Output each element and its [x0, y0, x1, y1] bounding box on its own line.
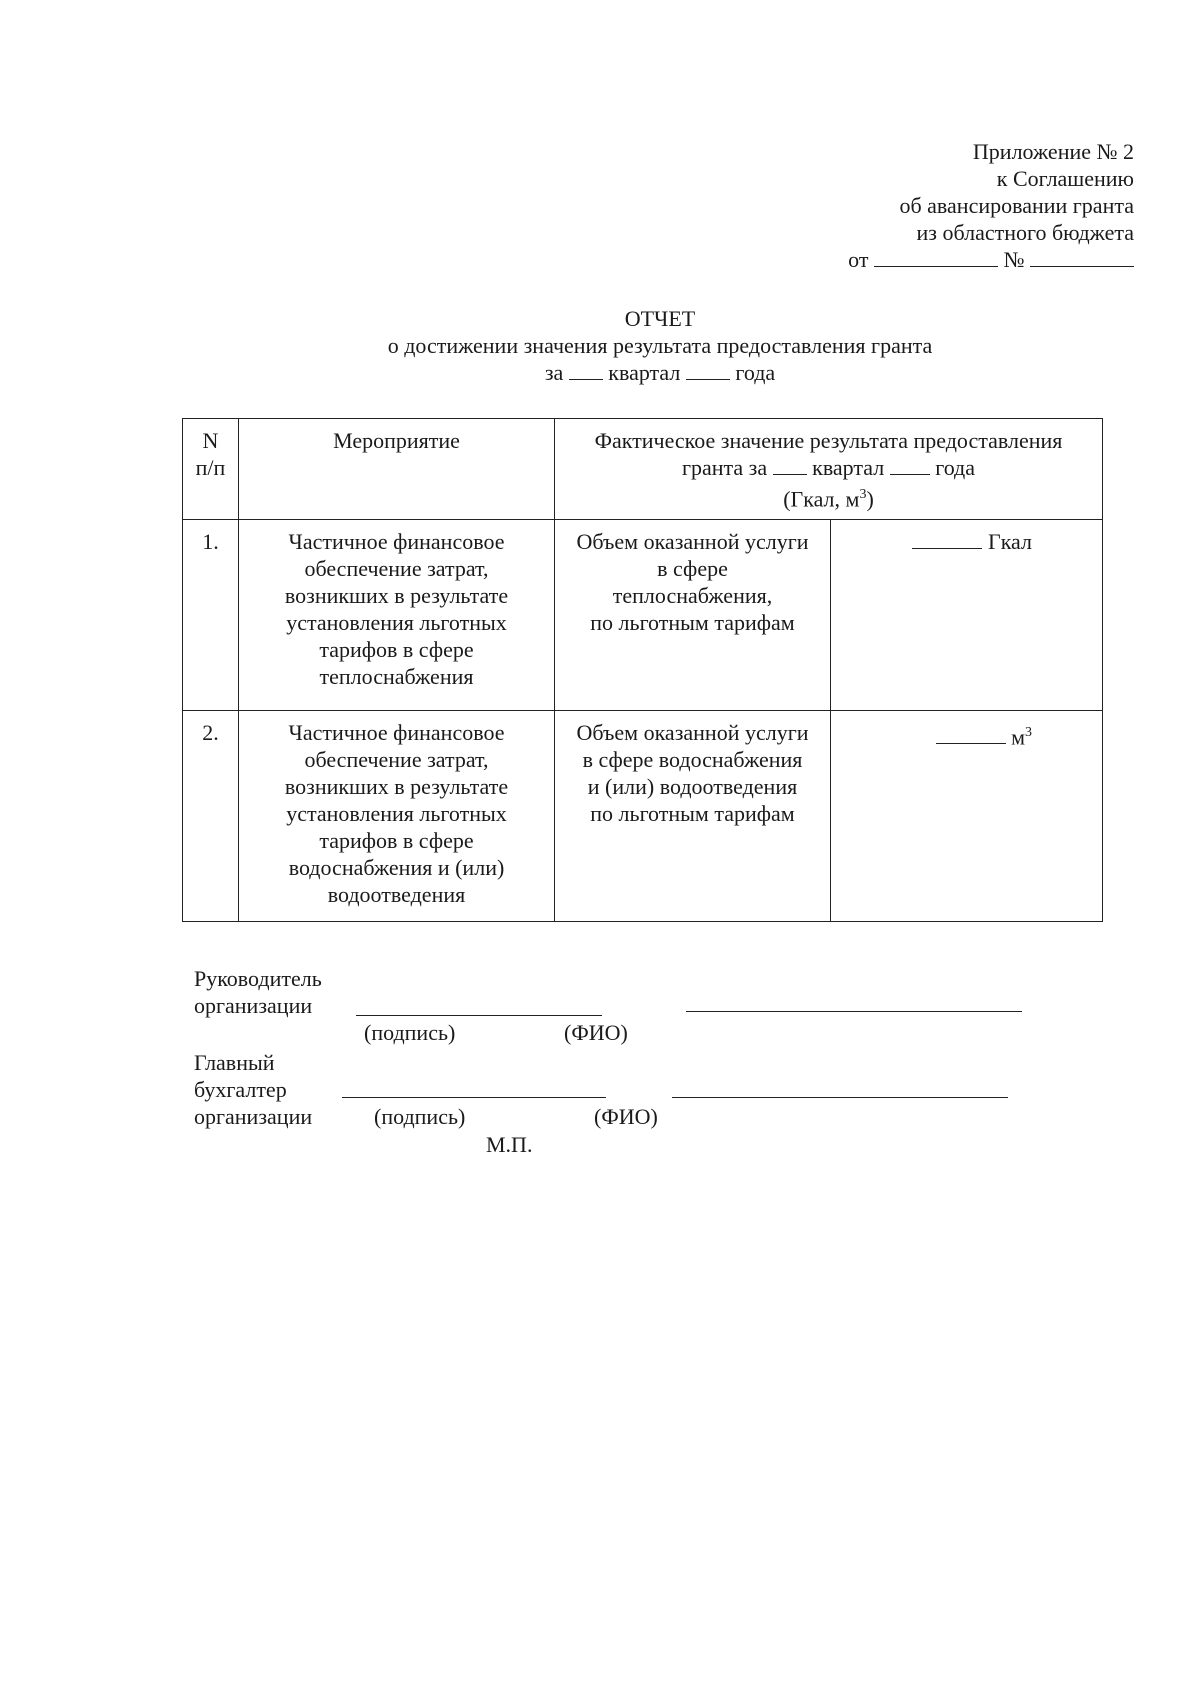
- accountant-label-line-3: организации: [194, 1104, 313, 1129]
- report-title: ОТЧЕТ: [624, 306, 696, 331]
- year-blank: [686, 361, 730, 380]
- row-value: [831, 520, 1103, 711]
- value-unit: Гкал: [987, 529, 1032, 554]
- header-num: N п/п: [183, 419, 239, 520]
- value-blank: [912, 530, 982, 549]
- head-name-line[interactable]: [686, 1011, 1022, 1012]
- table-row: [183, 520, 1103, 711]
- row-indicator: Объем оказанной услуги в сфере теплоснабжения, по льготным тарифам: [555, 520, 831, 711]
- head-label-line-1: Руководитель: [194, 966, 322, 991]
- number-prefix: №: [1003, 247, 1025, 272]
- row-value: [831, 711, 1103, 922]
- header-event: Мероприятие: [239, 419, 555, 520]
- table-row: [183, 711, 1103, 922]
- stamp-placeholder: М.П.: [486, 1132, 533, 1157]
- signature-block: [194, 965, 1054, 1185]
- number-blank: [1030, 248, 1134, 267]
- row-num: 1.: [183, 520, 239, 711]
- report-title-block: [0, 305, 1200, 386]
- value-unit-sup: 3: [1025, 725, 1032, 740]
- value-blank: [936, 725, 1006, 744]
- header-value: Фактическое значение результата предоставления гранта за квартал года (Гкал, $м^3$): [555, 419, 1103, 520]
- head-signature-caption: (подпись): [364, 1020, 456, 1045]
- annex-line-3: об авансировании гранта: [899, 193, 1134, 218]
- period-year: года: [735, 360, 776, 385]
- accountant-label-line-2: бухгалтер: [194, 1077, 287, 1102]
- annex-line-4: из областного бюджета: [916, 220, 1134, 245]
- row-num: 2.: [183, 711, 239, 922]
- accountant-signature-caption: (подпись): [374, 1104, 466, 1129]
- annex-line-1: Приложение № 2: [972, 139, 1134, 164]
- annex-date-number-line: [848, 246, 1134, 273]
- annex-header: [848, 138, 1134, 273]
- accountant-name-caption: (ФИО): [594, 1104, 658, 1129]
- row-event: Частичное финансовое обеспечение затрат, возникших в результате установления льготных тарифов в сфере теплоснабжения: [239, 520, 555, 711]
- period-prefix: за: [544, 360, 564, 385]
- row-indicator: Объем оказанной услуги в сфере водоснабжения и (или) водоотведения по льготным тарифам: [555, 711, 831, 922]
- quarter-blank: [569, 361, 603, 380]
- period-quarter: квартал: [608, 360, 681, 385]
- accountant-signature-line[interactable]: [342, 1097, 606, 1098]
- report-table: [182, 418, 1103, 922]
- head-label-line-2: организации: [194, 993, 313, 1018]
- accountant-name-line[interactable]: [672, 1097, 1008, 1098]
- report-subtitle: о достижении значения результата предоставления гранта: [387, 333, 933, 358]
- row-event: Частичное финансовое обеспечение затрат, возникших в результате установления льготных тарифов в сфере водоснабжения и (или) водоотведения: [239, 711, 555, 922]
- annex-line-2: к Соглашению: [996, 166, 1134, 191]
- date-blank: [874, 248, 998, 267]
- accountant-label-line-1: Главный: [194, 1050, 275, 1075]
- value-unit: м: [1011, 724, 1025, 750]
- report-period: [60, 359, 1200, 386]
- head-name-caption: (ФИО): [564, 1020, 628, 1045]
- head-signature-line[interactable]: [356, 1015, 602, 1016]
- date-prefix: от: [848, 247, 869, 272]
- table-header-row: [183, 419, 1103, 520]
